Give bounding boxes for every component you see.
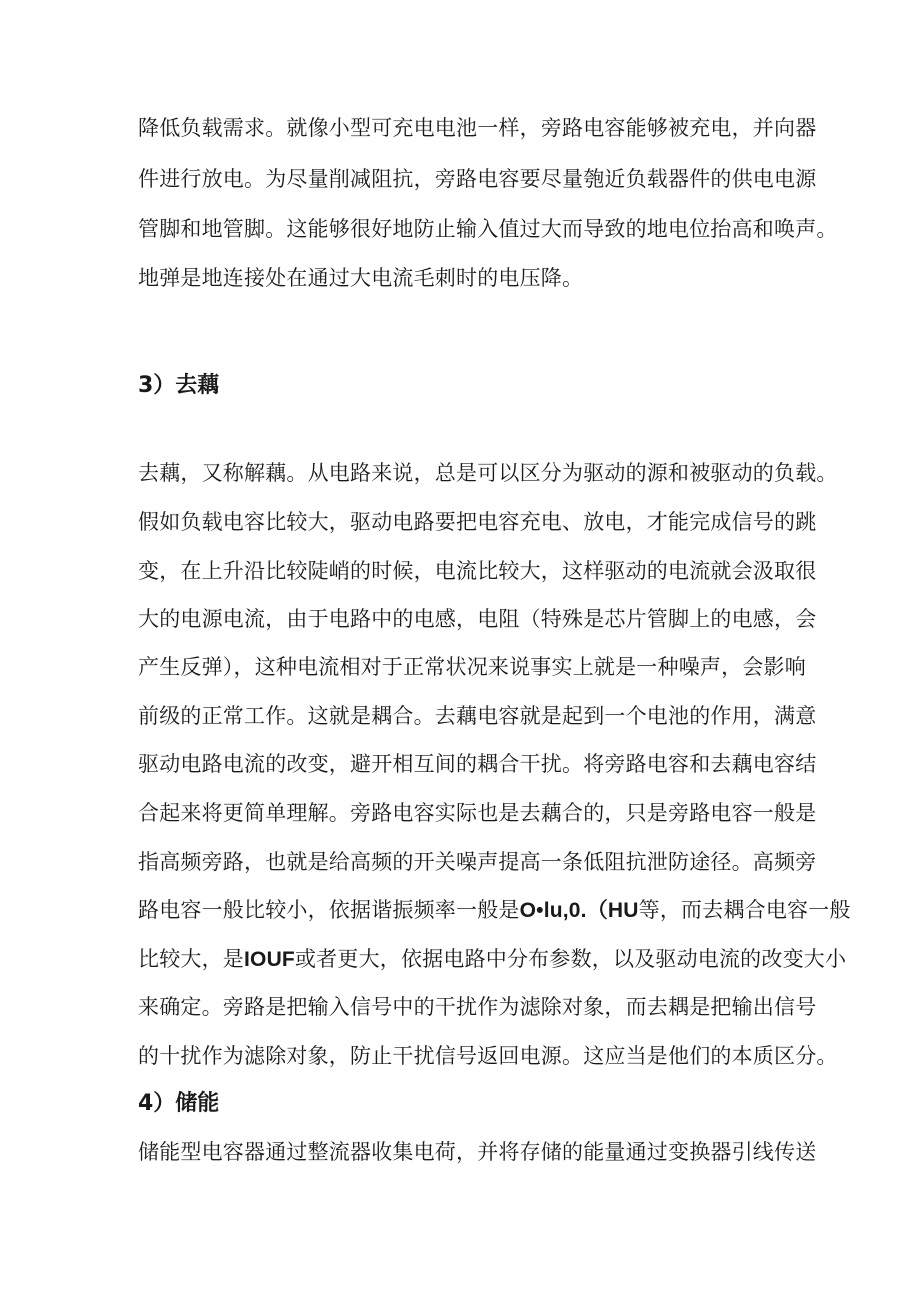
paragraph-line: 来确定。旁路是把输入信号中的干扰作为滤除对象，而去耦是把输出信号: [138, 995, 817, 1019]
paragraph-line: 地弹是地连接处在通过大电流毛刺时的电压降。: [138, 266, 584, 290]
paragraph-line: 驱动电路电流的改变，避开相互间的耦合干扰。将旁路电容和去藕电容结: [138, 752, 817, 776]
paragraph-line: 假如负载电容比较大，驱动电路要把电容充电、放电，才能完成信号的跳: [138, 510, 817, 534]
text-segment: 路电容一般比较小，依据谐振频率一般是: [138, 898, 520, 922]
paragraph-line-mixed: [138, 896, 851, 925]
paragraph-line-mixed: [138, 945, 846, 974]
paragraph-line: 件进行放电。为尽量削减阻抗，旁路电容要尽量匏近负载器件的供电电源: [138, 167, 817, 191]
capacitance-value: IOUF: [244, 948, 295, 971]
text-segment: 或者更大，依据电路中分布参数，以及驱动电流的改变大小: [294, 947, 847, 971]
paragraph-line: 合起来将更简单理解。旁路电容实际也是去藕合的，只是旁路电容一般是: [138, 801, 817, 825]
paragraph-line: 指高频旁路，也就是给高频的开关噪声提高一条低阻抗泄防途径。高频旁: [138, 850, 817, 874]
paragraph-line: 管脚和地管脚。这能够很好地防止输入值过大而导致的地电位抬高和唤声。: [138, 217, 838, 241]
paragraph-line: 的十扰作为滤除对象，防止干扰信号返回电源。这应当是他们的本质区分。: [138, 1044, 838, 1068]
frequency-value: O•lu,0.（HU: [519, 899, 639, 922]
paragraph-line: 降低负载需求。就像小型可充电电池一样，旁路电容能够被充电，并向器: [138, 116, 817, 140]
paragraph-line: 变，在上升沿比较陡峭的时候，电流比较大，这样驱动的电流就会汲取很: [138, 559, 817, 583]
paragraph-line: 大的电源电流，由于电路中的电感，电阻（特殊是芯片管脚上的电感，会: [138, 607, 817, 631]
paragraph-line: 储能型电容器通过整流器收集电荷，并将存储的能量通过变换器引线传送: [138, 1140, 817, 1164]
section-heading-energy-storage: 4）储能: [138, 1091, 220, 1116]
paragraph-line: 前级的正常工作。这就是耦合。去藕电容就是起到一个电池的作用，满意: [138, 704, 817, 728]
paragraph-line: 去藕，又称解藕。从电路来说，总是可以区分为驱动的源和被驱动的负载。: [138, 461, 838, 485]
paragraph-line: 产生反弹），这种电流相对于正常状况来说事实上就是一种噪声，会影响: [138, 655, 806, 679]
text-segment: 等，而去耦合电容一般: [638, 898, 851, 922]
section-heading-decoupling: 3）去藕: [138, 373, 220, 398]
text-segment: 比较大，是: [138, 947, 244, 971]
